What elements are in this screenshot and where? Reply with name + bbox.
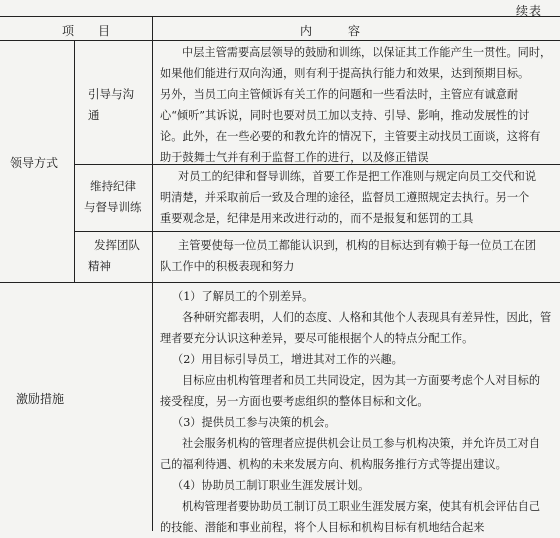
content-line: 另外，当员工向主管倾诉有关工作的问题和一些看法时，主管应有诚意耐 — [160, 88, 519, 101]
subitem-column-rule — [74, 40, 75, 282]
content-line: 如果他们能进行双向沟通，则有利于提高执行能力和效果，达到预期目标。 — [160, 67, 530, 80]
content-line: 明清楚，并采取前后一致及合理的途径，监督员工遵照规定去执行。另一个 — [160, 191, 530, 204]
subitem-team-spirit — [88, 235, 140, 277]
content-line: 心“倾听”其诉说，同时也要对员工加以支持、引导、影响，推动发展性的讨 — [160, 109, 530, 122]
content-line: 重要观念是，纪律是用来改进行动的，而不是报复和惩罚的工具 — [160, 212, 474, 225]
content-line: 理者要充分认识这种差异，要尽可能根据个人的特点分配工作。 — [160, 332, 474, 345]
subitem-line: 发挥团队 — [94, 238, 140, 252]
section-label-motivation: 激励措施 — [16, 392, 65, 406]
content-line: 对员工的纪律和督导训练，首要工作是把工作准则与规定向员工交代和说 — [178, 170, 537, 183]
content-team-spirit — [160, 235, 560, 277]
content-line: （4）协助员工制订职业生涯发展计划。 — [172, 479, 370, 492]
subitem-line: 通 — [88, 108, 100, 122]
section-rule — [0, 282, 560, 283]
content-line: 助于鼓舞士气并有利于监督工作的进行，以及修正错误 — [160, 151, 429, 164]
continued-label: 续表 — [515, 4, 542, 18]
content-line: 中层主管需要高层领导的鼓励和训练，以保证其工作能产生一贯性。同时， — [182, 46, 552, 59]
item-column-rule — [152, 16, 153, 531]
section-label-leadership: 领导方式 — [10, 156, 59, 170]
subitem-discipline — [84, 176, 142, 218]
content-guide-communicate — [160, 42, 560, 168]
content-line: 论。此外，在一些必要的和教允许的情况下，主管要主动找员工面谈，这将有 — [160, 130, 541, 143]
subitem-guide-communicate — [88, 84, 134, 126]
content-line: 己的福利待遇、机构的未来发展方向、机构服务推行方式等提出建议。 — [160, 458, 507, 471]
header-item: 项 目 — [62, 24, 111, 38]
header-content: 内 容 — [300, 24, 361, 38]
content-line: 主管要使每一位员工都能认识到，机构的目标达到有赖于每一位员工在团 — [178, 239, 537, 252]
header-bottom-rule — [0, 40, 560, 41]
content-motivation — [160, 286, 560, 538]
subitem-line: 与督导训练 — [84, 200, 142, 214]
row-rule-2 — [74, 231, 560, 232]
content-line: 目标应由机构管理者和员工共同设定，因为其一方面要考虑个人对目标的 — [182, 374, 541, 387]
subitem-line: 引导与沟 — [88, 87, 134, 101]
top-rule — [0, 16, 560, 17]
content-line: 机构管理者要协助员工制订员工职业生涯发展方案，使其有机会评估自己 — [182, 500, 541, 513]
content-line: （3）提供员工参与决策的机会。 — [172, 416, 336, 429]
content-line: 队工作中的积极表现和努力 — [160, 260, 295, 273]
subitem-line: 维持纪律 — [90, 179, 136, 193]
content-line: 社会服务机构的管理者应提供机会让员工参与机构决策，并允许员工对自 — [182, 437, 541, 450]
content-discipline — [160, 166, 560, 229]
content-line: 的技能、潜能和事业前程，将个人目标和机构目标有机地结合起来 — [160, 521, 485, 534]
content-line: （1）了解员工的个别差异。 — [172, 290, 314, 303]
subitem-line: 精神 — [88, 259, 111, 273]
content-line: 各种研究都表明，人们的态度、人格和其他个人表现具有差异性，因此，管 — [182, 311, 552, 324]
content-line: 接受程度，另一方面也要考虑组织的整体目标和文化。 — [160, 395, 429, 408]
content-line: （2）用目标引导员工，增进其对工作的兴趣。 — [172, 353, 403, 366]
